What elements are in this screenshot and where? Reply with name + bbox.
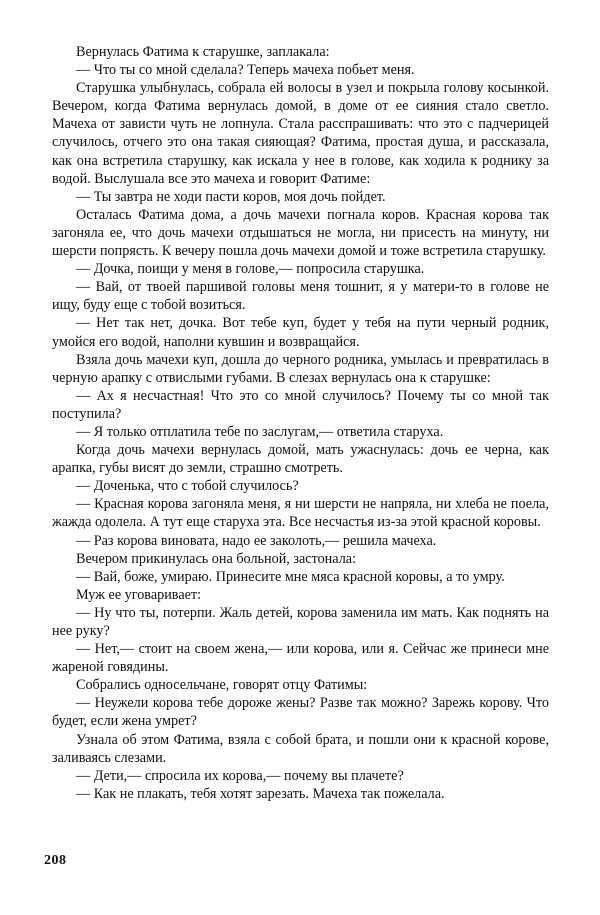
page-text — [52, 43, 549, 803]
paragraph: Старушка улыбнулась, собрала ей волосы в узел и покрыла голову косынкой. Вечером, когда Фатима вернулась домой, в доме от ее сияния стало светло. Мачеха от зависти чуть не лопнула. Стала расспрашивать: что это с падчерицей случилось, отчего это она такая сияющая? Фатима, простая душа, и рассказала, как она встретила старушку, как искала у нее в голове, как ходила к роднику за водой. Выслушала все это мачеха и говорит Фатиме: — [52, 80, 549, 187]
paragraph: — Ты завтра не ходи пасти коров, моя дочь пойдет. — [76, 188, 386, 205]
paragraph: Взяла дочь мачехи куп, дошла до черного родника, умылась и превратилась в черную арапку с отвислыми губами. В слезах вернулась она к старушке: — [52, 351, 549, 386]
paragraph: — Дочка, поищи у меня в голове,— попросила старушка. — [76, 261, 425, 278]
paragraph: — Красная корова загоняла меня, я ни шерсти не напряла, ни хлеба не поела, жажда одолела. А тут еще старуха эта. Все несчастья из-за этой красной коровы. — [52, 496, 549, 531]
paragraph: Вернулась Фатима к старушке, заплакала: — [76, 44, 330, 60]
paragraph: — Ах я несчастная! Что это со мной случилось? Почему ты со мной так поступила? — [52, 387, 549, 422]
paragraph: — Как не плакать, тебя хотят зарезать. Мачеха так пожелала. — [76, 785, 445, 802]
paragraph: — Неужели корова тебе дороже жены? Разве так можно? Зарежь корову. Что будет, если жена умрет? — [52, 695, 549, 730]
paragraph: — Что ты со мной сделала? Теперь мачеха побьет меня. — [76, 62, 415, 79]
paragraph: Когда дочь мачехи вернулась домой, мать ужаснулась: дочь ее черна, как арапка, губы висят до земли, страшно смотреть. — [52, 442, 549, 477]
paragraph: — Я только отплатила тебе по заслугам,— ответила старуха. — [76, 423, 444, 440]
paragraph: Собрались односельчане, говорят отцу Фатимы: — [76, 677, 368, 694]
paragraph: — Нет так нет, дочка. Вот тебе куп, будет у тебя на пути черный родник, умойся его водой, наполни кувшин и возвращайся. — [52, 315, 549, 350]
paragraph: — Нет,— стоит на своем жена,— или корова, или я. Сейчас же принеси мне жареной говядины. — [52, 641, 549, 676]
paragraph: Узнала об этом Фатима, взяла с собой брата, и пошли они к красной корове, заливаясь слезами. — [52, 731, 549, 766]
page-number: 208 — [44, 853, 67, 868]
paragraph: — Доченька, что с тобой случилось? — [76, 478, 299, 495]
paragraph: — Вай, от твоей паршивой головы меня тошнит, я у матери-то в голове не ищу, буду еще с тобой возиться. — [52, 279, 549, 314]
paragraph: — Дети,— спросила их корова,— почему вы плачете? — [76, 767, 404, 784]
paragraph: — Раз корова виновата, надо ее заколоть,— решила мачеха. — [76, 532, 437, 549]
paragraph: — Вай, боже, умираю. Принесите мне мяса красной коровы, а то умру. — [76, 568, 505, 585]
paragraph: Муж ее уговаривает: — [76, 586, 202, 603]
paragraph: — Ну что ты, потерпи. Жаль детей, корова заменила им мать. Как поднять на нее руку? — [52, 604, 549, 639]
paragraph: Осталась Фатима дома, а дочь мачехи погнала коров. Красная корова так загоняла ее, что дочь мачехи отдышаться не могла, ни присесть на минуту, ни шерсти попрясть. К вечеру пошла дочь мачехи домой и тоже встретила старушку. — [52, 206, 549, 260]
paragraph: Вечером прикинулась она больной, застонала: — [76, 550, 357, 567]
